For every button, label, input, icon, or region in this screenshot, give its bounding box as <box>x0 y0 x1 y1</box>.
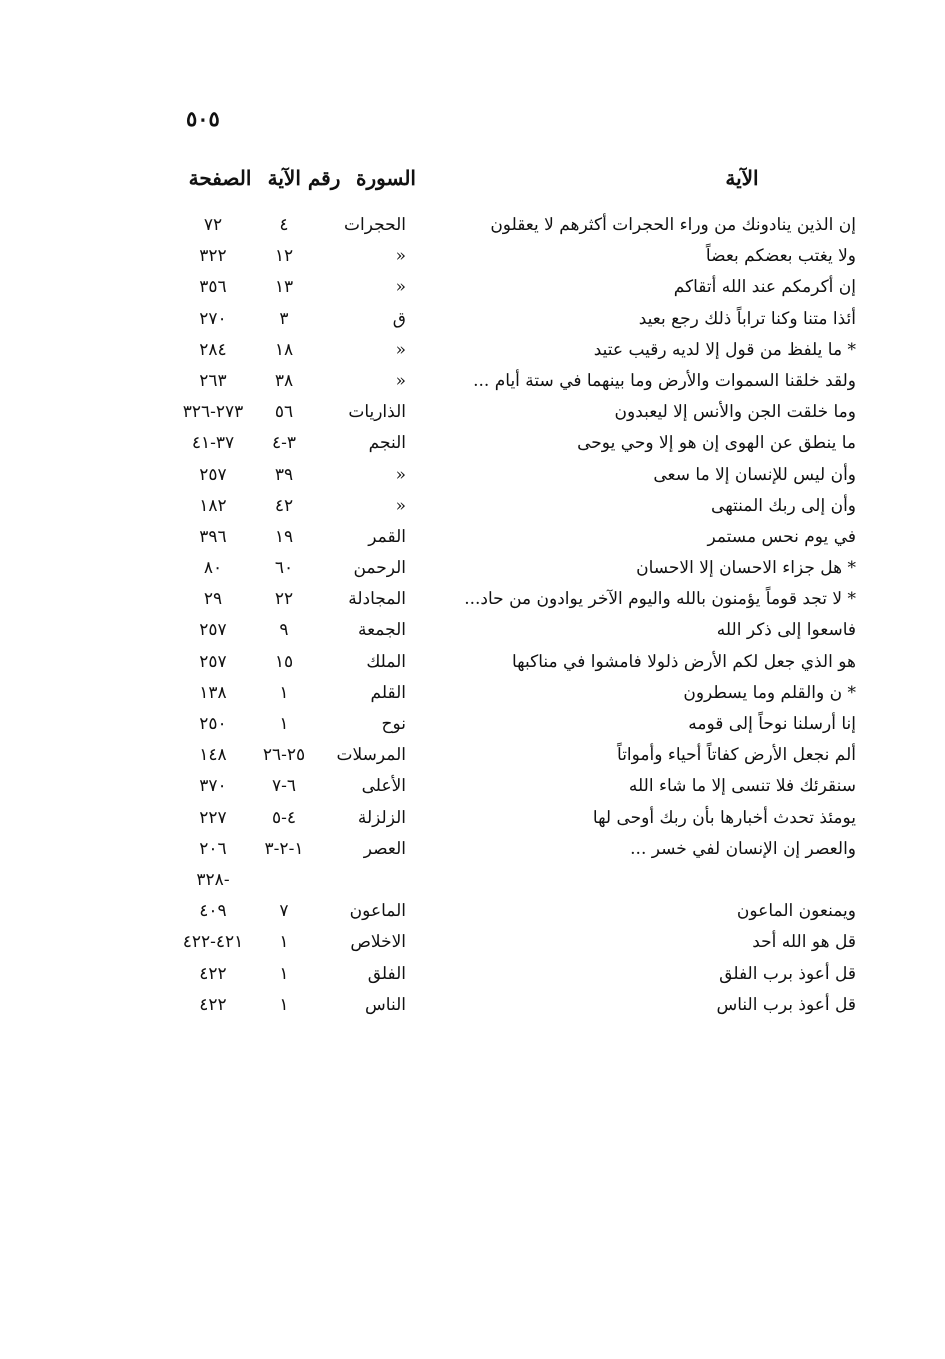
table-row <box>0 491 945 522</box>
verse-number-cell: ١ <box>279 932 289 953</box>
table-row <box>0 709 945 740</box>
verse-number-cell: ١ <box>279 682 289 703</box>
surah-cell: العصر <box>363 838 406 859</box>
verse-cell: ما ينطق عن الهوى إن هو إلا وحي يوحى <box>577 433 856 454</box>
verse-number-cell: ٣-٤ <box>271 433 297 454</box>
table-row <box>0 927 945 958</box>
page-cell: -٣٢٨ <box>196 869 230 890</box>
page-cell: ٢٨٤ <box>199 339 227 360</box>
verse-number-cell: ٣٩ <box>274 464 294 485</box>
verse-number-cell: ٧ <box>279 901 289 922</box>
verse-index-table <box>0 210 945 1021</box>
table-row <box>0 335 945 366</box>
table-row <box>0 522 945 553</box>
page-cell: ٧٢ <box>203 215 223 235</box>
page-cell: ٢٧٣-٣٢٦ <box>182 402 244 423</box>
verse-number-cell: ٥٦ <box>274 402 294 423</box>
verse-cell: * ما يلفظ من قول إلا لديه رقيب عتيد <box>593 339 856 360</box>
verse-number-cell: ٢٥-٢٦ <box>262 745 306 766</box>
verse-number-cell: ١ <box>279 994 289 1015</box>
verse-cell: * لا تجد قوماً يؤمنون بالله واليوم الآخر يوادون من حاد... <box>464 589 856 610</box>
verse-cell: فاسعوا إلى ذكر الله <box>716 620 856 641</box>
page-cell: ٣٥٦ <box>199 277 227 298</box>
page-cell: ٨٠ <box>203 558 223 579</box>
surah-cell: الجمعة <box>357 620 406 641</box>
verse-cell: في يوم نحس مستمر <box>707 526 856 547</box>
verse-number-cell: ١٢ <box>274 246 294 267</box>
verse-cell: قل أعوذ برب الناس <box>716 994 856 1015</box>
verse-number-cell: ١٨ <box>274 339 294 360</box>
verse-number-cell: ٣ <box>279 308 289 329</box>
verse-cell: يومئذ تحدث أخبارها بأن ربك أوحى لها <box>592 807 856 828</box>
header-surah: السورة <box>356 166 416 190</box>
table-row <box>0 304 945 335</box>
surah-cell: المرسلات <box>336 745 406 766</box>
verse-number-cell: ٩ <box>279 620 289 641</box>
page-cell: ٣٧-٤١ <box>191 433 235 454</box>
surah-cell: الماعون <box>349 901 406 922</box>
table-row <box>0 647 945 678</box>
verse-cell: * هل جزاء الاحسان إلا الاحسان <box>636 558 856 579</box>
surah-cell: الناس <box>365 994 406 1015</box>
page-number: ٥٠٥ <box>186 106 220 131</box>
page-cell: ٢٥٠ <box>199 714 227 734</box>
page-cell: ٢٦٣ <box>199 370 227 391</box>
table-row <box>0 740 945 771</box>
table-row <box>0 460 945 491</box>
page-cell: ٢٠٦ <box>199 838 227 859</box>
surah-cell: « <box>395 370 406 391</box>
verse-cell: والعصر إن الإنسان لفي خسر ... <box>630 838 856 859</box>
table-header <box>180 166 759 202</box>
page-cell: ٤٢٢ <box>199 963 227 984</box>
page-cell: ٢٢٧ <box>199 807 227 828</box>
verse-number-cell: ٣٨ <box>274 370 294 391</box>
surah-cell: القلم <box>370 682 406 703</box>
page-cell: ١٣٨ <box>199 682 227 703</box>
verse-cell: وما خلقت الجن والأنس إلا ليعبدون <box>614 402 856 423</box>
verse-number-cell: ١-٢-٣ <box>264 838 304 859</box>
surah-cell: الزلزلة <box>357 807 406 828</box>
verse-number-cell: ١ <box>279 963 289 984</box>
surah-cell: ق <box>392 308 406 329</box>
page-cell: ٢٥٧ <box>199 651 227 672</box>
page-cell: ٢٩ <box>203 589 223 610</box>
verse-cell: إن أكرمكم عند الله أتقاكم <box>673 277 856 298</box>
page-cell: ٤٠٩ <box>199 901 227 922</box>
surah-cell: « <box>395 339 406 360</box>
surah-cell: القمر <box>368 526 406 547</box>
page-cell: ٣٩٦ <box>199 526 227 547</box>
surah-cell: النجم <box>368 433 406 454</box>
table-row <box>0 272 945 303</box>
verse-cell: * ن والقلم وما يسطرون <box>683 682 856 703</box>
table-row <box>0 241 945 272</box>
page-cell: ٢٧٠ <box>199 308 227 329</box>
verse-number-cell: ١٣ <box>274 277 294 298</box>
table-row <box>0 553 945 584</box>
verse-cell <box>430 865 856 896</box>
page-cell: ٣٢٢ <box>199 246 227 267</box>
table-row <box>0 397 945 428</box>
verse-number-cell: ٦٠ <box>274 558 294 579</box>
page-cell: ٤٢١-٤٢٢ <box>182 932 244 953</box>
table-row <box>0 865 945 896</box>
table-row <box>0 990 945 1021</box>
verse-cell: أئذا متنا وكنا تراباً ذلك رجع بعيد <box>638 308 856 329</box>
verse-number-cell: ٤-٥ <box>271 807 297 828</box>
surah-cell: « <box>395 495 406 516</box>
surah-cell <box>330 865 406 896</box>
table-row <box>0 615 945 646</box>
page-cell: ٢٥٧ <box>199 464 227 485</box>
verse-cell: وأن ليس للإنسان إلا ما سعى <box>653 464 856 485</box>
page-cell: ٤٢٢ <box>199 994 227 1015</box>
page-cell: ١٤٨ <box>199 745 227 766</box>
surah-cell: « <box>395 277 406 298</box>
table-row <box>0 834 945 865</box>
table-row <box>0 896 945 927</box>
surah-cell: الذاريات <box>348 402 406 423</box>
table-row <box>0 366 945 397</box>
table-row <box>0 428 945 459</box>
header-verse: الآية <box>725 166 759 190</box>
verse-cell: إنا أرسلنا نوحاً إلى قومه <box>688 714 856 734</box>
surah-cell: المجادلة <box>348 589 406 610</box>
surah-cell: الأعلى <box>361 776 406 797</box>
surah-cell: الرحمن <box>353 558 406 579</box>
surah-cell: « <box>395 246 406 267</box>
verse-cell: هو الذي جعل لكم الأرض ذلولا فامشوا في مناكبها <box>511 651 856 672</box>
verse-cell: ألم نجعل الأرض كفاتاً أحياء وأمواتاً <box>617 745 856 766</box>
verse-number-cell: ٢٢ <box>274 589 294 610</box>
verse-number-cell: ٤٢ <box>274 495 294 516</box>
page-cell: ٣٧٠ <box>199 776 227 797</box>
verse-cell: إن الذين ينادونك من وراء الحجرات أكثرهم لا يعقلون <box>490 215 856 235</box>
surah-cell: الاخلاص <box>350 932 406 953</box>
table-row <box>0 678 945 709</box>
table-row <box>0 959 945 990</box>
table-row <box>0 803 945 834</box>
surah-cell: الفلق <box>367 963 406 984</box>
header-page: الصفحة <box>188 166 252 190</box>
verse-number-cell: ١ <box>279 714 289 734</box>
verse-number-cell: ٦-٧ <box>271 776 297 797</box>
table-row <box>0 584 945 615</box>
verse-number-cell: ٤ <box>279 215 289 235</box>
table-row <box>0 771 945 802</box>
verse-cell: قل أعوذ برب الفلق <box>719 963 856 984</box>
page-cell: ٢٥٧ <box>199 620 227 641</box>
verse-cell: ولقد خلقنا السموات والأرض وما بينهما في ستة أيام ... <box>473 370 856 391</box>
verse-cell: ولا يغتب بعضكم بعضاً <box>705 246 856 267</box>
verse-cell: وأن إلى ربك المنتهى <box>711 495 856 516</box>
surah-cell: نوح <box>381 714 406 734</box>
page-cell: ١٨٢ <box>199 495 227 516</box>
header-verse-number: رقم الآية <box>267 166 341 190</box>
surah-cell: الحجرات <box>344 215 406 235</box>
verse-number-cell: ١٩ <box>274 526 294 547</box>
verse-cell: ويمنعون الماعون <box>736 901 856 922</box>
table-row <box>0 210 945 241</box>
verse-cell: سنقرئك فلا تنسى إلا ما شاء الله <box>628 776 856 797</box>
verse-number-cell: ١٥ <box>274 651 294 672</box>
surah-cell: الملك <box>366 651 406 672</box>
verse-cell: قل هو الله أحد <box>752 932 856 953</box>
surah-cell: « <box>395 464 406 485</box>
